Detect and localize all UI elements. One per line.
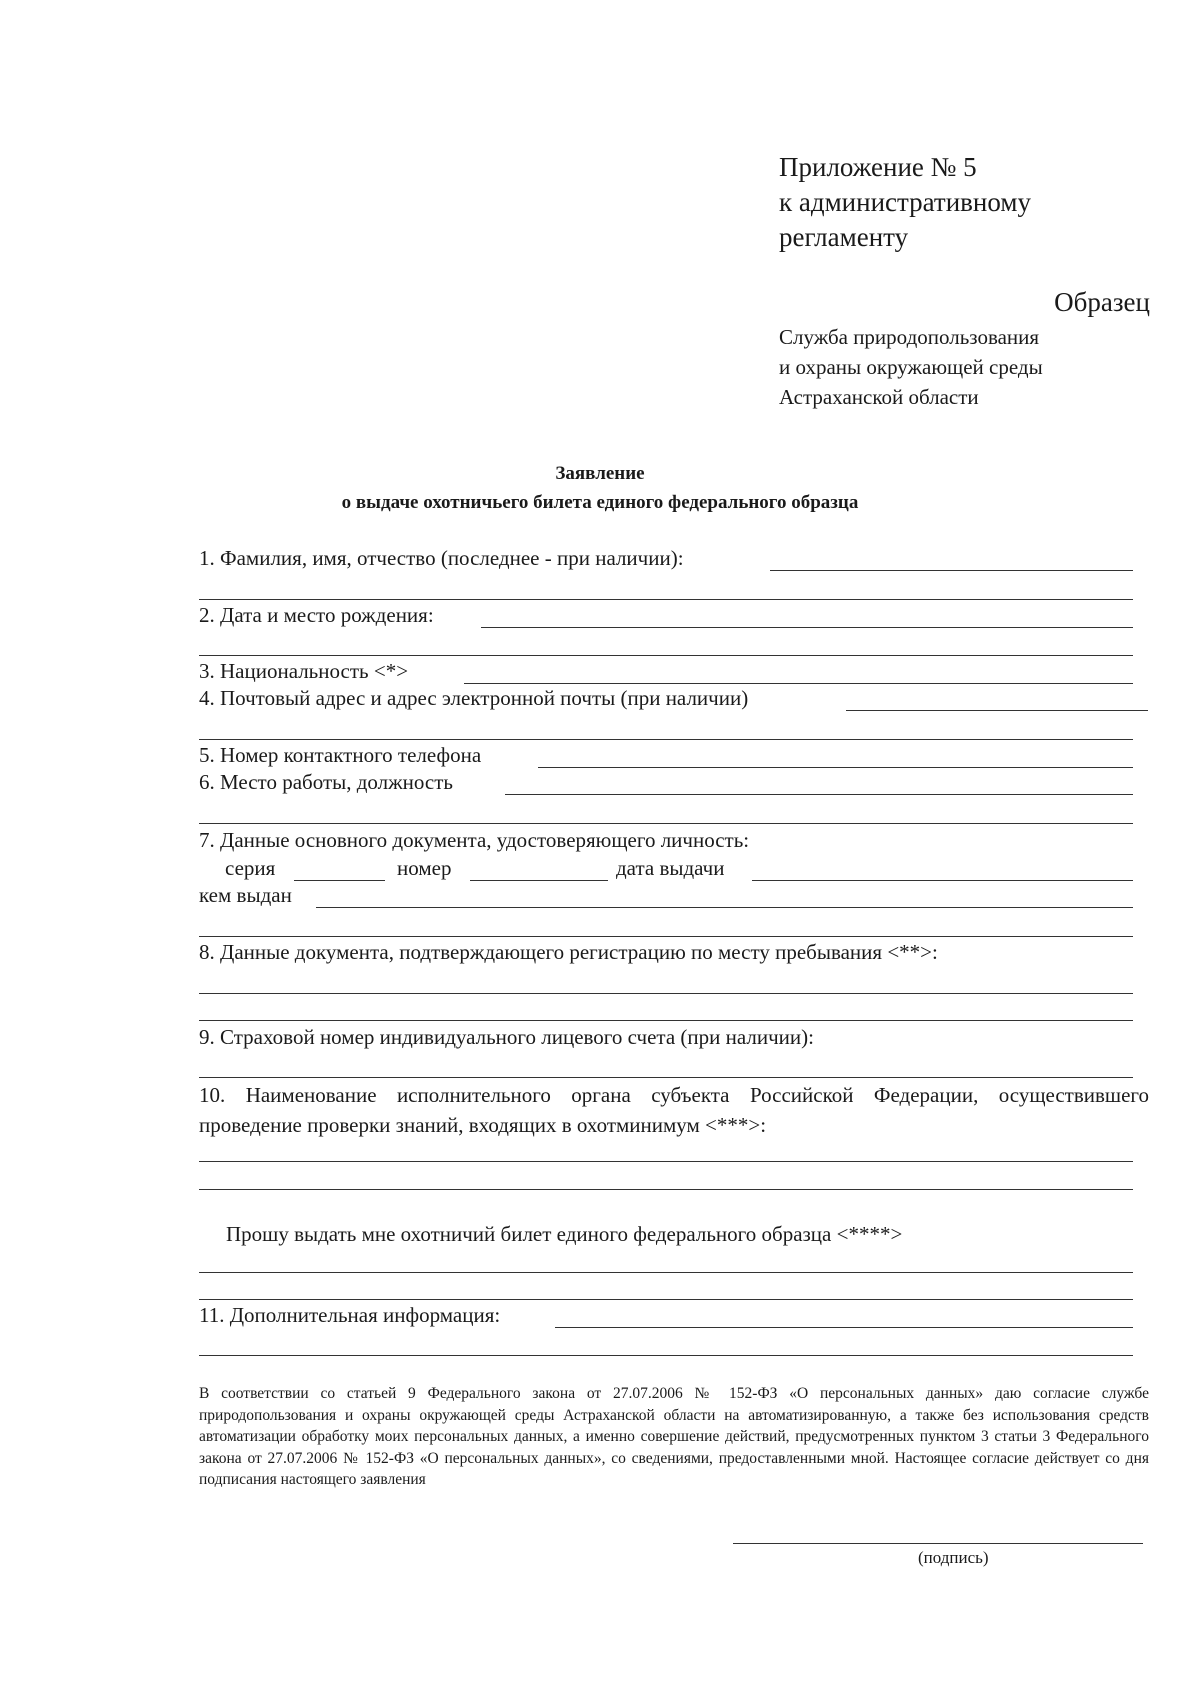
consent-text: В соответствии со статьей 9 Федерального закона от 27.07.2006 № 152-ФЗ «О персональных данных» даю согласие службе природопользования и охраны окружающей среды Астраханской области на автоматизированную, а также без использования средств автоматизации обработку моих персональных данных, а именно совершение действий, предусмотренных пунктом 3 статьи 3 Федерального закона от 27.07.2006 № 152-ФЗ «О персональных данных», со сведениями, предоставленными мной. Настоящее согласие действует со дня подписания настоящего заявления xyxy=(199,1385,1149,1488)
document-title: Заявление xyxy=(555,463,645,484)
document-subtitle: о выдаче охотничьего билета единого федерального образца xyxy=(341,492,859,513)
field-10-line-2[interactable] xyxy=(199,1189,1133,1190)
field-11-label: 11. Дополнительная информация: xyxy=(199,1303,501,1327)
field-7-issued-input[interactable] xyxy=(316,885,1133,908)
field-6-label: 6. Место работы, должность xyxy=(199,770,453,794)
annex-line-3: регламенту xyxy=(779,222,909,252)
field-6-line-2[interactable] xyxy=(199,823,1133,824)
field-7-series-label: серия xyxy=(225,856,276,880)
recipient-block xyxy=(779,322,1043,412)
recipient-line-3: Астраханской области xyxy=(779,385,979,409)
field-7-date-label: дата выдачи xyxy=(616,856,725,880)
recipient-line-1: Служба природопользования xyxy=(779,325,1040,349)
field-11-input[interactable] xyxy=(555,1305,1133,1328)
field-4-line-2[interactable] xyxy=(199,739,1133,740)
request-text: Прошу выдать мне охотничий билет единого федерального образца <****> xyxy=(226,1222,903,1246)
field-4-label: 4. Почтовый адрес и адрес электронной почты (при наличии) xyxy=(199,686,749,710)
sample-label: Образец xyxy=(1054,287,1150,317)
request-line-2[interactable] xyxy=(199,1299,1133,1300)
field-1-label: 1. Фамилия, имя, отчество (последнее - при наличии): xyxy=(199,546,684,570)
field-1-input[interactable] xyxy=(770,548,1133,571)
field-11-line-2[interactable] xyxy=(199,1355,1133,1356)
field-10-line-1[interactable] xyxy=(199,1161,1133,1162)
field-8-label: 8. Данные документа, подтверждающего регистрацию по месту пребывания <**>: xyxy=(199,940,938,964)
field-7-label: 7. Данные основного документа, удостоверяющего личность: xyxy=(199,828,750,852)
signature-label: (подпись) xyxy=(918,1548,989,1567)
field-7-number-label: номер xyxy=(397,856,452,880)
annex-line-2: к административному xyxy=(779,187,1031,217)
annex-line-1: Приложение № 5 xyxy=(779,152,977,182)
field-9-line[interactable] xyxy=(199,1077,1133,1078)
field-5-input[interactable] xyxy=(538,745,1133,768)
field-7-series-input[interactable] xyxy=(294,858,385,881)
field-7-number-input[interactable] xyxy=(470,858,608,881)
field-7-line-3[interactable] xyxy=(199,936,1133,937)
field-3-input[interactable] xyxy=(464,661,1133,684)
field-8-line-1[interactable] xyxy=(199,993,1133,994)
field-5-label: 5. Номер контактного телефона xyxy=(199,743,482,767)
field-7-date-input[interactable] xyxy=(752,858,1133,881)
field-1-line-2[interactable] xyxy=(199,599,1133,600)
field-6-input[interactable] xyxy=(505,772,1133,795)
recipient-line-2: и охраны окружающей среды xyxy=(779,355,1043,379)
field-2-label: 2. Дата и место рождения: xyxy=(199,603,434,627)
field-2-line-2[interactable] xyxy=(199,655,1133,656)
field-2-input[interactable] xyxy=(481,605,1133,628)
field-7-issued-label: кем выдан xyxy=(199,883,292,907)
field-9-label: 9. Страховой номер индивидуального лицевого счета (при наличии): xyxy=(199,1025,814,1049)
field-10-label: 10. Наименование исполнительного органа субъекта Российской Федерации, осуществившего проведение проверки знаний, входящих в охотминимум <***>: xyxy=(199,1083,1149,1137)
annex-block xyxy=(779,150,1031,255)
request-line-1[interactable] xyxy=(199,1272,1133,1273)
signature-line[interactable] xyxy=(733,1543,1143,1544)
field-3-label: 3. Национальность <*> xyxy=(199,659,409,683)
field-4-input[interactable] xyxy=(846,688,1148,711)
field-8-line-2[interactable] xyxy=(199,1020,1133,1021)
